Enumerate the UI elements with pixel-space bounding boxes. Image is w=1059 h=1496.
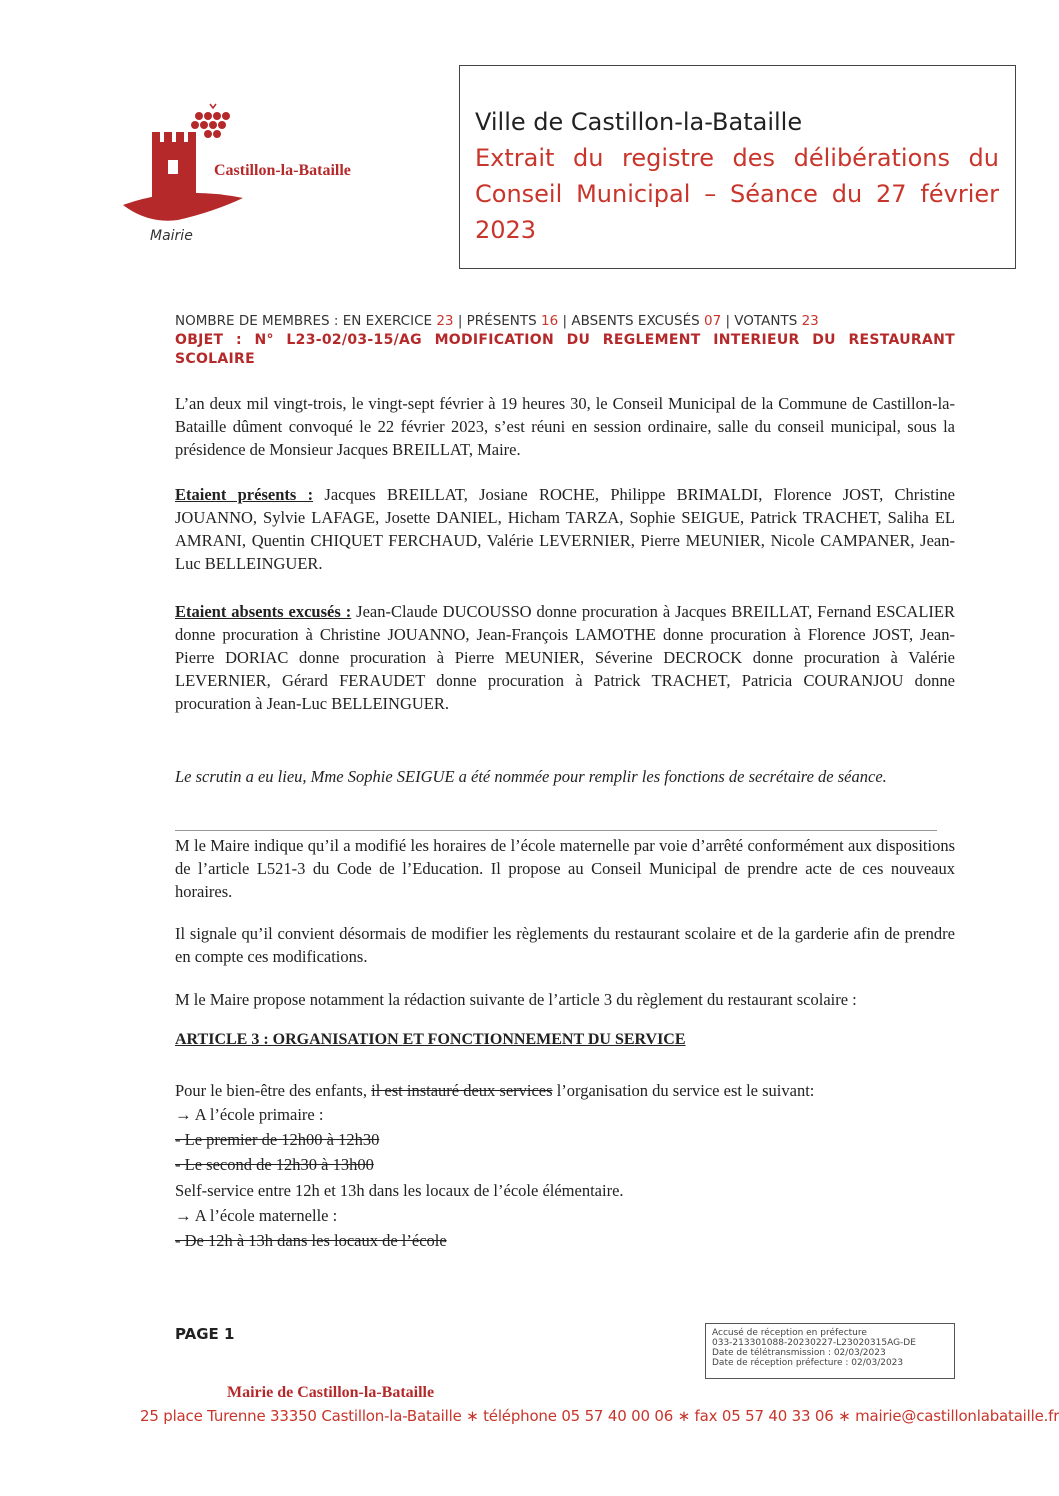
body-paragraph-2: Il signale qu’il convient désormais de modifier les règlements du restaurant scolaire et de la garderie afin de prendre en compte ces modifications. (175, 924, 955, 966)
page-number: PAGE 1 (175, 1325, 235, 1343)
scrutin-paragraph: Le scrutin a eu lieu, Mme Sophie SEIGUE a été nommée pour remplir les fonctions de secrétaire de séance. (175, 767, 887, 786)
article-line1-a: Pour le bien-être des enfants, (175, 1081, 372, 1100)
footer-name: Mairie de Castillon-la-Bataille (227, 1384, 435, 1401)
article-line1-strike: il est instauré deux services (371, 1081, 553, 1100)
logo-name: Castillon-la-Bataille (214, 162, 351, 179)
header-title: Extrait du registre des délibérations du Conseil Municipal – Séance du 27 février 2023 (475, 144, 999, 244)
members-absents: 07 (703, 313, 722, 329)
footer-address: 25 place Turenne 33350 Castillon-la-Bataille ∗ téléphone 05 57 40 00 06 ∗ fax 05 57 40 33 06 ∗ mairie@castillonlabataille.fr (140, 1407, 1059, 1425)
receipt-line-1: Accusé de réception en préfecture (712, 1328, 867, 1338)
objet-title: OBJET : N° L23-02/03-15/AG MODIFICATION DU REGLEMENT INTERIEUR DU RESTAURANT SCOLAIRE (175, 332, 955, 367)
presents-paragraph (175, 483, 955, 575)
header-box (459, 65, 1016, 269)
receipt-line-3: Date de télétransmission : 02/03/2023 (712, 1348, 886, 1358)
members-presents: 16 (541, 313, 559, 329)
article-strike-1: - Le premier de 12h00 à 12h30 (175, 1130, 380, 1149)
members-en-exercice: 23 (436, 313, 454, 329)
separator (175, 830, 937, 831)
article-strike-2: - Le second de 12h30 à 13h00 (175, 1155, 374, 1174)
intro-paragraph: L’an deux mil vingt-trois, le vingt-sept février à 19 heures 30, le Conseil Municipal de la Commune de Castillon-la-Bataille dûment convoqué le 22 février 2023, s’est réuni en session ordinaire, salle du conseil municipal, sous la présidence de Monsieur Jacques BREILLAT, Maire. (175, 394, 955, 459)
grapes-icon (191, 104, 230, 138)
body-paragraph-3: M le Maire propose notamment la rédaction suivante de l’article 3 du règlement du restaurant scolaire : (175, 990, 857, 1009)
article-strike-3: - De 12h à 13h dans les locaux de l’école (175, 1231, 447, 1250)
body-paragraph-1: M le Maire indique qu’il a modifié les horaires de l’école maternelle par voie d’arrêté conformément aux dispositions de l’article L521-3 du Code de l’Education. Il propose au Conseil Municipal de prendre acte de ces nouveaux horaires. (175, 836, 955, 901)
article-maternelle: → A l’école maternelle : (175, 1206, 338, 1225)
members-prefix: NOMBRE DE MEMBRES : EN EXERCICE (175, 313, 437, 329)
article-primaire: → A l’école primaire : (175, 1105, 324, 1124)
members-votants-label: | VOTANTS (721, 313, 802, 329)
article-title: ARTICLE 3 : ORGANISATION ET FONCTIONNEMENT DU SERVICE (175, 1031, 686, 1048)
absents-paragraph (175, 600, 955, 715)
receipt-line-2: 033-213301088-20230227-L23020315AG-DE (712, 1338, 916, 1348)
article-self-service: Self-service entre 12h et 13h dans les locaux de l’école élémentaire. (175, 1181, 624, 1200)
members-votants: 23 (801, 313, 819, 329)
presents-text: Jacques BREILLAT, Josiane ROCHE, Philippe BRIMALDI, Florence JOST, Christine JOUANNO, Sylvie LAFAGE, Josette DANIEL, Hicham TARZA, Sophie SEIGUE, Patrick TRACHET, Saliha EL AMRANI, Quentin CHIQUET FERCHAUD, Valérie LEVERNIER, Pierre MEUNIER, Nicole CAMPANER, Jean-Luc BELLEINGUER. (175, 485, 955, 573)
presents-label: Etaient présents : (175, 485, 314, 504)
absents-label: Etaient absents excusés : (175, 602, 352, 621)
prefecture-receipt-stamp (705, 1323, 955, 1379)
river-icon (123, 193, 243, 221)
logo-subtitle: Mairie (150, 228, 193, 244)
article-intro-line (175, 1080, 814, 1102)
header-city: Ville de Castillon-la-Bataille (475, 108, 803, 136)
absents-text: Jean-Claude DUCOUSSO donne procuration à Jacques BREILLAT, Fernand ESCALIER donne procuration à Christine JOUANNO, Jean-François LAMOTHE donne procuration à Florence JOST, Jean-Pierre DORIAC donne procuration à Pierre MEUNIER, Séverine DECROCK donne procuration à Valérie LEVERNIER, Gérard FERAUDET donne procuration à Patrick TRACHET, Patricia COURANJOU donne procuration à Jean-Luc BELLEINGUER. (175, 602, 956, 713)
members-absents-label: | ABSENTS EXCUSÉS (558, 313, 704, 329)
members-line (175, 313, 819, 329)
receipt-line-4: Date de réception préfecture : 02/03/2023 (712, 1358, 904, 1368)
article-line1-b: l’organisation du service est le suivant: (552, 1081, 815, 1100)
members-presents-label: | PRÉSENTS (453, 313, 542, 329)
